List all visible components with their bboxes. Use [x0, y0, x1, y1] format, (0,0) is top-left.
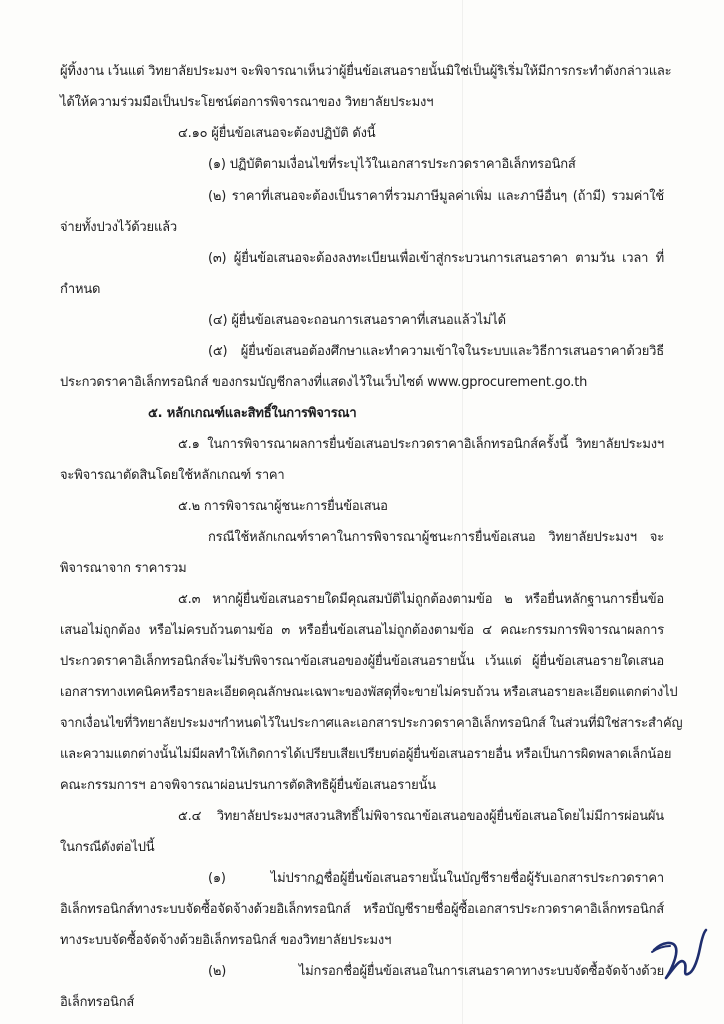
- paragraph-line: กรณีใช้หลักเกณฑ์ราคาในการพิจารณาผู้ชนะการยื่นข้อเสนอ วิทยาลัยประมงฯ จะ: [208, 530, 664, 545]
- paragraph-line: อิเล็กทรอนิกส์: [60, 995, 135, 1010]
- paragraph-line: จากเงื่อนไขที่วิทยาลัยประมงฯกำหนดไว้ในประกาศและเอกสารประกวดราคาอิเล็กทรอนิกส์ ในส่วนที่มิใช่สาระสำคัญ: [60, 716, 683, 731]
- list-item: (๑) ปฏิบัติตามเงื่อนไขที่ระบุไว้ในเอกสารประกวดราคาอิเล็กทรอนิกส์: [208, 157, 576, 172]
- section-5-4-line: ๕.๔ วิทยาลัยประมงฯสงวนสิทธิ์ไม่พิจารณาข้อเสนอของผู้ยื่นข้อเสนอโดยไม่มีการผ่อนผัน: [178, 809, 664, 824]
- list-item: (๒) ไม่กรอกชื่อผู้ยื่นข้อเสนอในการเสนอราคาทางระบบจัดซื้อจัดจ้างด้วย: [208, 964, 664, 979]
- paragraph-line: จะพิจารณาตัดสินโดยใช้หลักเกณฑ์ ราคา: [60, 468, 285, 483]
- paragraph-line: ประกวดราคาอิเล็กทรอนิกส์ ของกรมบัญชีกลางที่แสดงไว้ในเว็บไซต์ www.gprocurement.go.th: [60, 375, 588, 390]
- paragraph-line: และความแตกต่างนั้นไม่มีผลทำให้เกิดการได้เปรียบเสียเปรียบต่อผู้ยื่นข้อเสนอรายอื่น หรือเป็นการผิดพลาดเล็กน้อย: [60, 747, 672, 762]
- paragraph-line: ผู้ทิ้งงาน เว้นแต่ วิทยาลัยประมงฯ จะพิจารณาเห็นว่าผู้ยื่นข้อเสนอรายนั้นมิใช่เป็นผู้ริเริ่มให้มีการกระทำดังกล่าวและ: [60, 64, 672, 79]
- list-item: (๕) ผู้ยื่นข้อเสนอต้องศึกษาและทำความเข้าใจในระบบและวิธีการเสนอราคาด้วยวิธี: [208, 344, 664, 359]
- section-5-2-line: ๕.๒ การพิจารณาผู้ชนะการยื่นข้อเสนอ: [178, 499, 388, 514]
- paragraph-line: ในกรณีดังต่อไปนี้: [60, 840, 155, 855]
- paragraph-line: อิเล็กทรอนิกส์ทางระบบจัดซื้อจัดจ้างด้วยอิเล็กทรอนิกส์ หรือบัญชีรายชื่อผู้ซื้อเอกสารประกวดราคาอิเล็กทรอนิกส์: [60, 902, 664, 917]
- paragraph-line: กำหนด: [60, 282, 101, 297]
- paragraph-line: พิจารณาจาก ราคารวม: [60, 561, 187, 576]
- list-item: (๒) ราคาที่เสนอจะต้องเป็นราคาที่รวมภาษีมูลค่าเพิ่ม และภาษีอื่นๆ (ถ้ามี) รวมค่าใช้: [208, 189, 664, 204]
- list-item: (๑) ไม่ปรากฏชื่อผู้ยื่นข้อเสนอรายนั้นในบัญชีรายชื่อผู้รับเอกสารประกวดราคา: [208, 871, 664, 886]
- list-item: (๓) ผู้ยื่นข้อเสนอจะต้องลงทะเบียนเพื่อเข้าสู่กระบวนการเสนอราคา ตามวัน เวลา ที่: [208, 251, 664, 266]
- handwritten-signature: [648, 928, 710, 988]
- paragraph-line: คณะกรรมการฯ อาจพิจารณาผ่อนปรนการตัดสิทธิผู้ยื่นข้อเสนอรายนั้น: [60, 778, 436, 793]
- section-5-heading: ๕. หลักเกณฑ์และสิทธิ์ในการพิจารณา: [148, 406, 357, 421]
- paragraph-line: เอกสารทางเทคนิคหรือรายละเอียดคุณลักษณะเฉพาะของพัสดุที่จะขายไม่ครบถ้วน หรือเสนอรายละเอียดแตกต่างไป: [60, 685, 678, 700]
- paragraph-line: เสนอไม่ถูกต้อง หรือไม่ครบถ้วนตามข้อ ๓ หรือยื่นข้อเสนอไม่ถูกต้องตามข้อ ๔ คณะกรรมการพิจารณาผลการ: [60, 623, 664, 638]
- paragraph-line: ประกวดราคาอิเล็กทรอนิกส์จะไม่รับพิจารณาข้อเสนอของผู้ยื่นข้อเสนอรายนั้น เว้นแต่ ผู้ยื่นข้อเสนอรายใดเสนอ: [60, 654, 664, 669]
- section-5-3-line: ๕.๓ หากผู้ยื่นข้อเสนอรายใดมีคุณสมบัติไม่ถูกต้องตามข้อ ๒ หรือยื่นหลักฐานการยื่นข้อ: [178, 592, 664, 607]
- paragraph-line: จ่ายทั้งปวงไว้ด้วยแล้ว: [60, 220, 177, 235]
- paragraph-line: ทางระบบจัดซื้อจัดจ้างด้วยอิเล็กทรอนิกส์ ของวิทยาลัยประมงฯ: [60, 933, 392, 948]
- section-4-10-heading: ๔.๑๐ ผู้ยื่นข้อเสนอจะต้องปฏิบัติ ดังนี้: [178, 126, 376, 141]
- list-item: (๔) ผู้ยื่นข้อเสนอจะถอนการเสนอราคาที่เสนอแล้วไม่ได้: [208, 313, 506, 328]
- section-5-1-line: ๕.๑ ในการพิจารณาผลการยื่นข้อเสนอประกวดราคาอิเล็กทรอนิกส์ครั้งนี้ วิทยาลัยประมงฯ: [178, 437, 664, 452]
- paragraph-line: ได้ให้ความร่วมมือเป็นประโยชน์ต่อการพิจารณาของ วิทยาลัยประมงฯ: [60, 95, 434, 110]
